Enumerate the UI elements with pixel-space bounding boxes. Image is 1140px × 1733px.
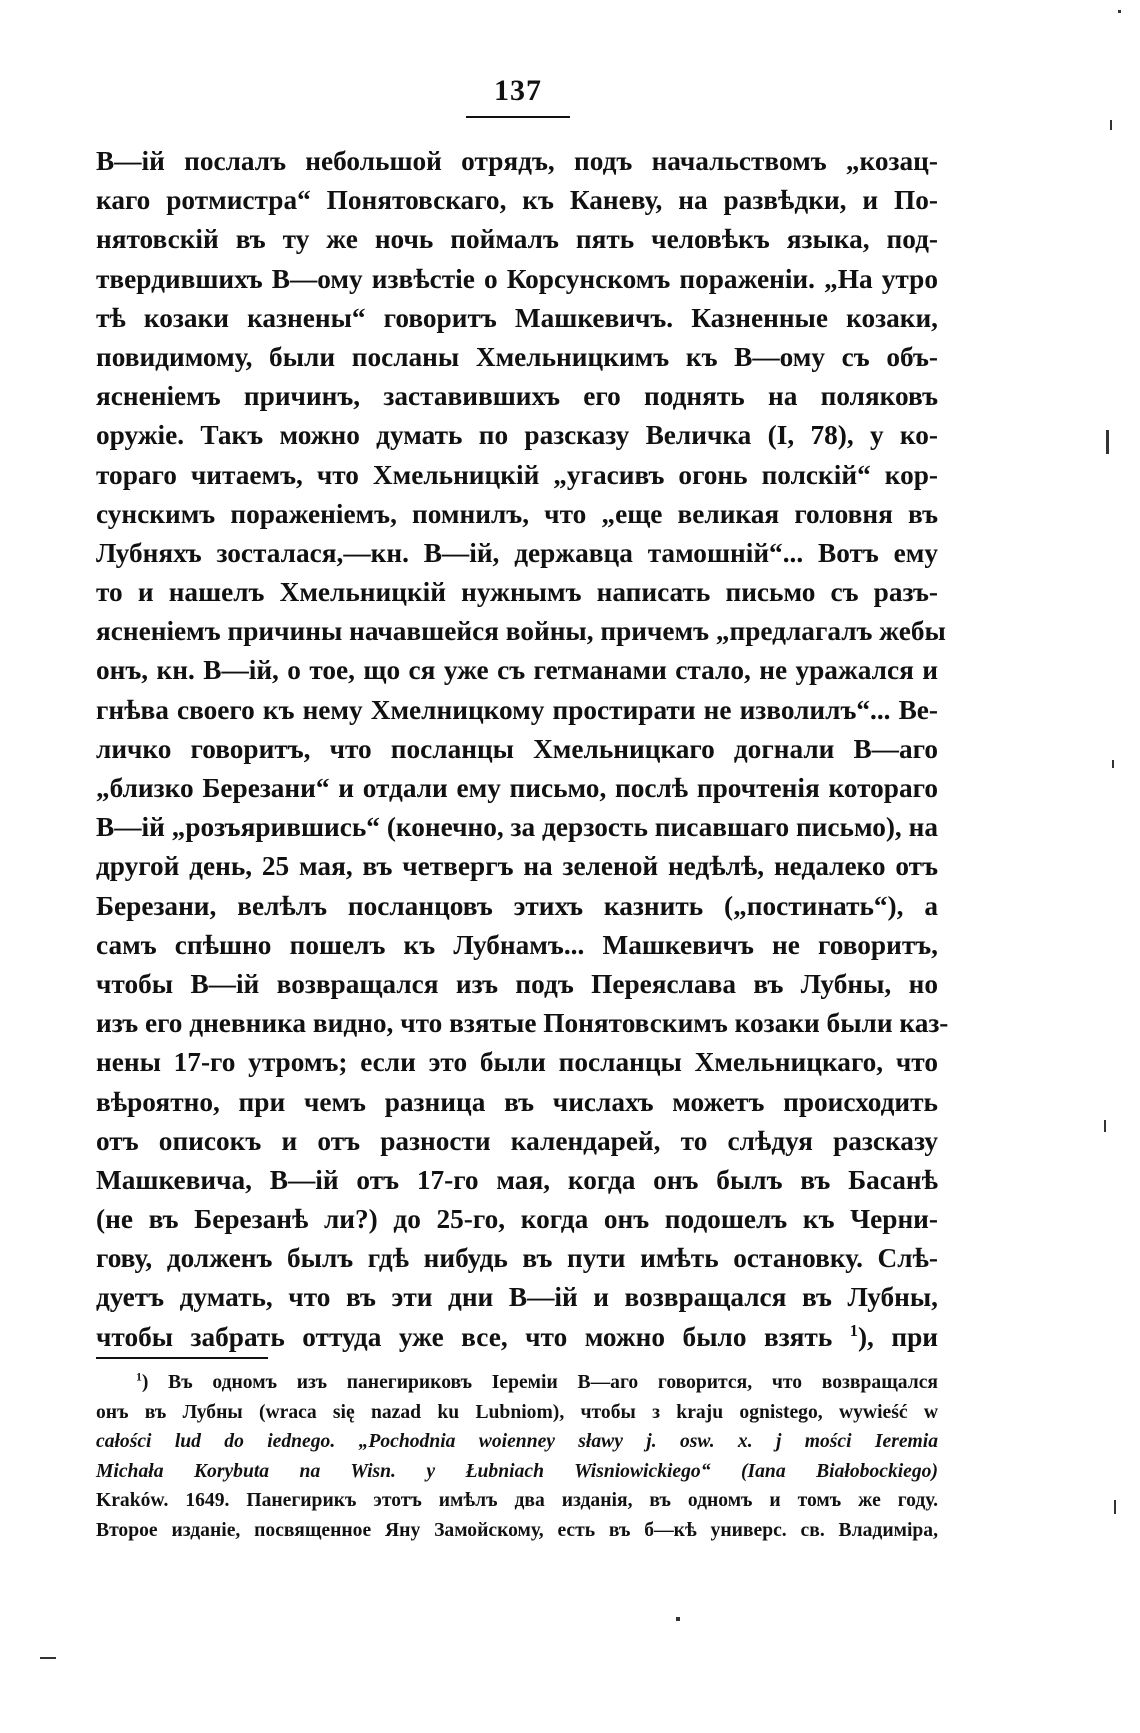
text-line: Лубняхъ зосталася,—кн. В—ій, державца тамошній“... Вотъ ему: [96, 537, 938, 568]
text-line: онъ, кн. В—ій, о тое, що ся уже съ гетманами стало, не уражался и: [96, 655, 938, 686]
text-line: нятовскій въ ту же ночь поймалъ пять человѣкъ языка, под-: [96, 224, 938, 255]
page-number: 137: [494, 74, 542, 107]
footnote-reference: 1: [849, 1320, 858, 1340]
footnote-separator: [96, 1357, 268, 1359]
footnote-marker: 1: [136, 1370, 142, 1384]
footnote-line: całości lud do iednego. „Pochodnia woienney sławy j. osw. x. j mości Ieremia: [96, 1431, 938, 1453]
text-line: самъ спѣшно пошелъ къ Лубнамъ... Машкевичъ не говоритъ,: [96, 929, 938, 960]
text-line: гову, долженъ былъ гдѣ нибудь въ пути имѣть остановку. Слѣ-: [96, 1243, 938, 1274]
text-line: Березани, велѣлъ посланцовъ этихъ казнить („постинать“), а: [96, 890, 938, 921]
scan-speck: [1118, 10, 1121, 13]
text-line: ясненіемъ причинъ, заставившихъ его поднять на поляковъ: [96, 381, 938, 412]
scan-speck: [1114, 1500, 1116, 1514]
scan-speck: [40, 1657, 56, 1659]
text-line: другой день, 25 мая, въ четвергъ на зеленой недѣлѣ, недалеко отъ: [96, 851, 938, 882]
text-line: личко говоритъ, что посланцы Хмельницкаго догнали В—аго: [96, 733, 938, 764]
text-line: сунскимъ пораженіемъ, помнилъ, что „еще великая головня въ: [96, 498, 938, 529]
footnote-text: ) Въ одномъ изъ панегириковъ Іереміи В—аго говорится, что возвращался: [141, 1372, 938, 1393]
text-line: нены 17-го утромъ; если это были посланцы Хмельницкаго, что: [96, 1047, 938, 1078]
text-line: (не въ Березанѣ ли?) до 25-го, когда онъ подошелъ къ Черни-: [96, 1204, 938, 1235]
footnote-line: онъ въ Лубны (wraca się nazad ku Lubniom), чтобы з kraju ognistego, wywieść w: [96, 1401, 938, 1423]
footnote-line: Michała Korybuta na Wisn. y Łubniach Wisniowickiego“ (Iana Białobockiego): [96, 1460, 938, 1482]
page-number-underline: [466, 116, 570, 118]
text-line: то и нашелъ Хмельницкій нужнымъ написать письмо съ разъ-: [96, 577, 938, 608]
text-line: оружіе. Такъ можно думать по разсказу Величка (I, 78), у ко-: [96, 420, 938, 451]
main-text: [96, 142, 949, 1357]
text-line: каго ротмистра“ Понятовскаго, къ Каневу, на развѣдки, и По-: [96, 185, 938, 216]
footnote-line-first: [96, 1368, 938, 1398]
text-line: повидимому, были посланы Хмельницкимъ къ В—ому съ объ-: [96, 341, 938, 372]
text-line: изъ его дневника видно, что взятые Понятовскимъ козаки были каз-: [96, 1008, 949, 1039]
text-line: Машкевича, В—ій отъ 17-го мая, когда онъ былъ въ Басанѣ: [96, 1164, 938, 1195]
footnote-line: Второе изданіе, посвященное Яну Замойскому, есть въ б—кѣ универс. св. Владиміра,: [96, 1519, 938, 1541]
text-line: тѣ козаки казнены“ говоритъ Машкевичъ. Казненные козаки,: [96, 302, 938, 333]
text-fragment: чтобы забрать оттуда уже все, что можно было взять: [96, 1321, 833, 1352]
text-line: чтобы В—ій возвращался изъ подъ Переяслава въ Лубны, но: [96, 968, 938, 999]
footnote-line: Kraków. 1649. Панегирикъ этотъ имѣлъ два изданія, въ одномъ и томъ же году.: [96, 1490, 938, 1512]
scan-speck: [1106, 430, 1109, 454]
text-line: В—ій послалъ небольшой отрядъ, подъ начальствомъ „козац-: [96, 146, 938, 176]
text-line: отъ описокъ и отъ разности календарей, то слѣдуя разсказу: [96, 1125, 938, 1156]
scan-speck: [1110, 120, 1112, 130]
text-line-last: [96, 1318, 938, 1357]
text-line: ясненіемъ причины начавшейся войны, причемъ „предлагалъ жебы: [96, 616, 946, 647]
scan-speck: [1104, 1120, 1106, 1132]
scan-speck: [1112, 760, 1114, 768]
scan-speck: [676, 1617, 680, 1621]
text-line: дуетъ думать, что въ эти дни В—ій и возвращался въ Лубны,: [96, 1282, 938, 1313]
text-line: „близко Березани“ и отдали ему письмо, послѣ прочтенія котораго: [96, 773, 938, 803]
text-line: вѣроятно, при чемъ разница въ числахъ можетъ происходить: [96, 1086, 938, 1117]
text-line: тораго читаемъ, что Хмельницкій „угасивъ огонь полскій“ кор-: [96, 459, 938, 490]
text-fragment: ), при: [857, 1321, 938, 1352]
text-line: В—ій „розъярившись“ (конечно, за дерзость писавшаго письмо), на: [96, 812, 938, 843]
text-line: твердившихъ В—ому извѣстіе о Корсунскомъ пораженіи. „На утро: [96, 263, 938, 294]
footnote: [96, 1368, 938, 1546]
text-line: гнѣва своего къ нему Хмелницкому простирати не изволилъ“... Ве-: [96, 694, 938, 725]
